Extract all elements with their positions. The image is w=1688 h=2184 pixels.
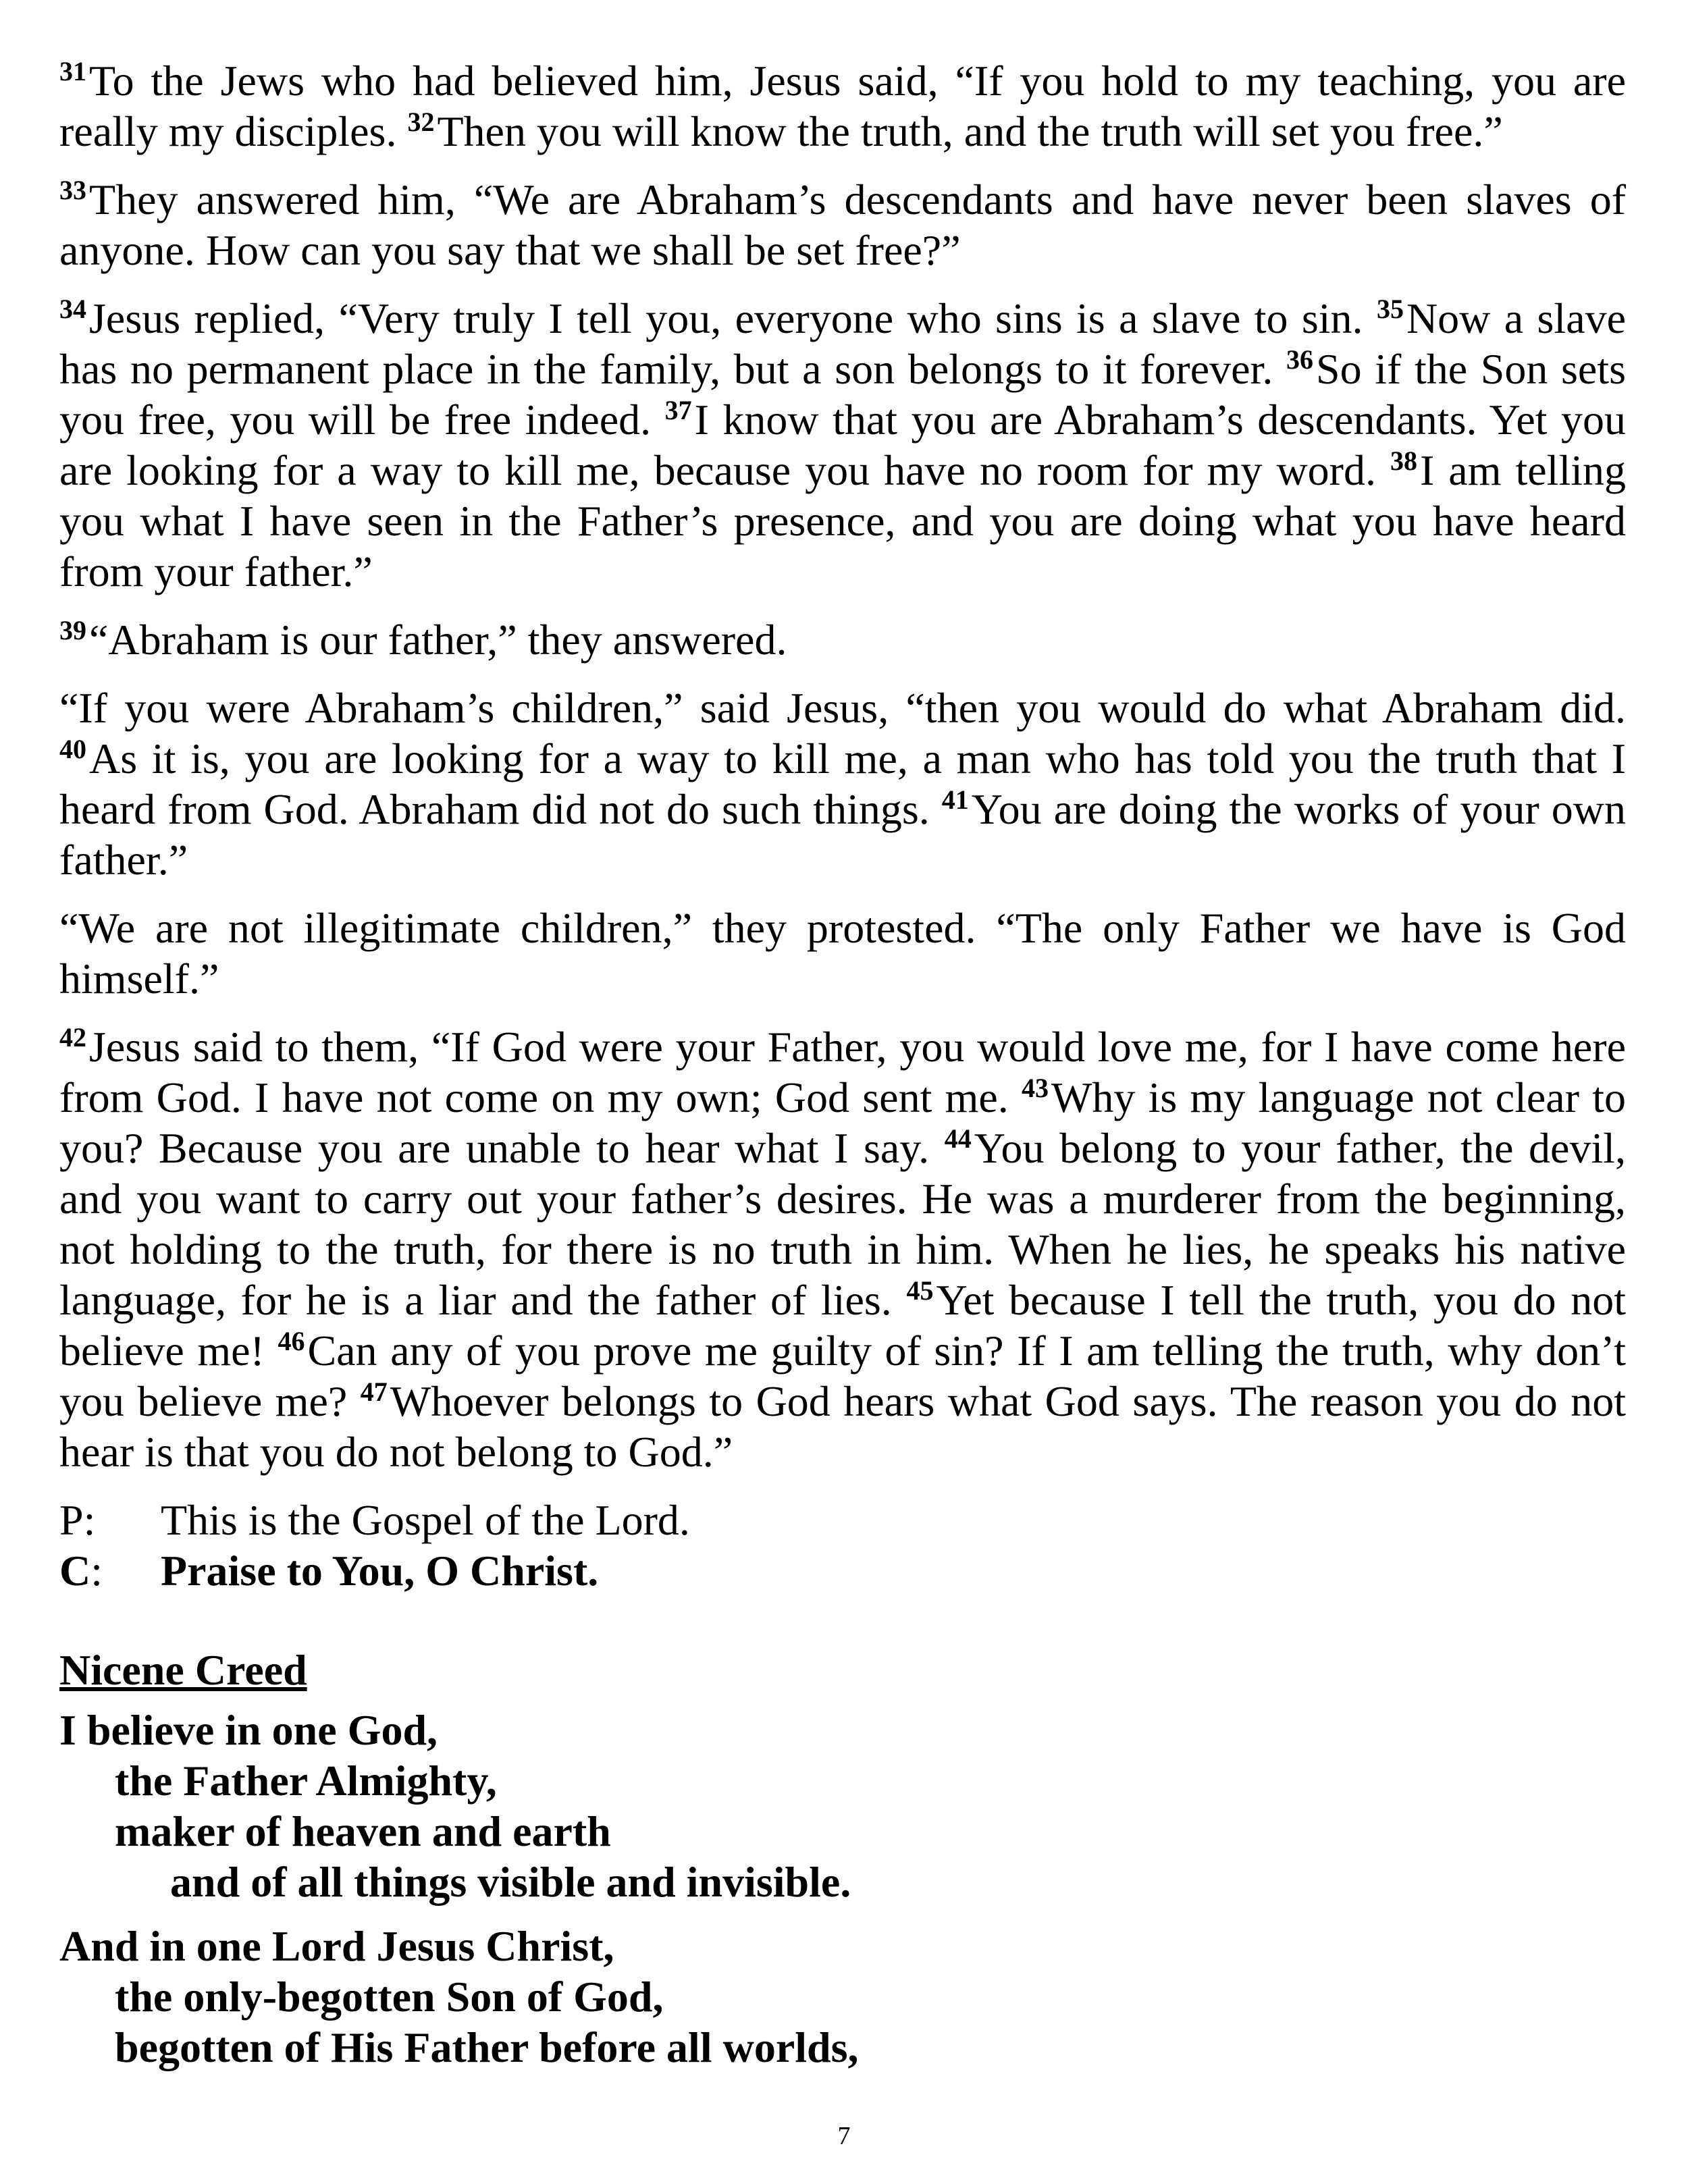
verse-text: Now a slave has no permanent place in the family, but a son belongs to it forever. xyxy=(59,294,1627,393)
verse-text: “Abraham is our father,” they answered. xyxy=(89,616,787,664)
congregation-label: C xyxy=(59,1547,91,1595)
verse-number: 45 xyxy=(906,1275,934,1306)
scripture-paragraph xyxy=(59,174,1626,275)
scripture-paragraph xyxy=(59,293,1626,597)
verse-text: Jesus said to them, “If God were your Father, you would love me, for I have come here from God. I have not come on my own; God sent me. xyxy=(59,1023,1626,1121)
verse-text: To the Jews who had believed him, Jesus said, “If you hold to my teaching, you are really my disciples. xyxy=(59,57,1626,155)
verse-text: You belong to your father, the devil, and you want to carry out your father’s desires. He was a murderer from the beginning, not holding to the truth, for there is no truth in him. When he lies, he speaks his native language, for he is a liar and the father of lies. xyxy=(59,1124,1627,1324)
verse-text: Can any of you prove me guilty of sin? If I am telling the truth, why don’t you believe me? xyxy=(59,1327,1627,1425)
verse-number: 40 xyxy=(59,733,86,764)
verse-text: Whoever belongs to God hears what God says. The reason you do not hear is that you do not belong to God.” xyxy=(59,1377,1627,1476)
verse-number: 38 xyxy=(1390,445,1417,476)
bulletin-page xyxy=(59,55,1626,2086)
verse-number: 35 xyxy=(1376,293,1404,324)
scripture-paragraph xyxy=(59,55,1626,157)
creed-line: the only-begotten Son of God, xyxy=(115,1973,664,2021)
section-heading-nicene-creed: Nicene Creed xyxy=(59,1646,307,1694)
congregation-response-text: Praise to You, O Christ. xyxy=(161,1547,599,1595)
verse-text: As it is, you are looking for a way to kill me, a man who has told you the truth that I heard from God. Abraham did not do such things. xyxy=(59,735,1626,833)
verse-number: 37 xyxy=(664,394,692,425)
verse-number: 47 xyxy=(360,1376,388,1407)
verse-text: Yet because I tell the truth, you do not believe me! xyxy=(59,1276,1627,1375)
verse-number: 44 xyxy=(944,1123,972,1154)
verse-text: Why is my language not clear to you? Because you are unable to hear what I say. xyxy=(59,1073,1627,1172)
creed-line: begotten of His Father before all worlds, xyxy=(115,2023,859,2071)
verse-text: They answered him, “We are Abraham’s descendants and have never been slaves of anyone. How can you say that we shall be set free?” xyxy=(59,176,1626,274)
scripture-paragraph xyxy=(59,1021,1626,1477)
verse-number: 42 xyxy=(59,1021,86,1053)
verse-number: 34 xyxy=(59,293,86,324)
congregation-response: C: Praise to You, O Christ. xyxy=(59,1547,599,1595)
verse-text: “If you were Abraham’s children,” said Jesus, “then you would do what Abraham did. xyxy=(59,684,1626,732)
creed-line: I believe in one God, xyxy=(59,1706,438,1754)
page-number: 7 xyxy=(837,2122,851,2150)
scripture-paragraph xyxy=(59,903,1626,1004)
verse-text: You are doing the works of your own father.” xyxy=(59,785,1627,884)
pastor-label: P xyxy=(59,1496,84,1544)
creed-line: And in one Lord Jesus Christ, xyxy=(59,1922,614,1970)
creed-line: the Father Almighty, xyxy=(115,1757,497,1805)
pastor-response: P: This is the Gospel of the Lord. xyxy=(59,1496,690,1544)
verse-text: I am telling you what I have seen in the Father’s presence, and you are doing what you have heard from your father.” xyxy=(59,446,1627,595)
verse-number: 46 xyxy=(278,1325,305,1356)
verse-number: 39 xyxy=(59,614,86,645)
verse-text: Jesus replied, “Very truly I tell you, everyone who sins is a slave to sin. xyxy=(89,294,1363,342)
pastor-response-text: This is the Gospel of the Lord. xyxy=(161,1496,690,1544)
creed-line: maker of heaven and earth xyxy=(115,1807,611,1855)
verse-number: 31 xyxy=(59,55,86,86)
creed-stanza xyxy=(59,1705,1626,1907)
verse-number: 41 xyxy=(941,784,969,815)
gospel-reading xyxy=(59,55,1626,1477)
verse-number: 33 xyxy=(59,174,86,205)
verse-text: Then you will know the truth, and the truth will set you free.” xyxy=(437,107,1503,155)
creed-line: and of all things visible and invisible. xyxy=(170,1858,851,1906)
creed-stanza xyxy=(59,1921,1626,2073)
verse-number: 43 xyxy=(1021,1072,1049,1103)
verse-text: So if the Son sets you free, you will be free indeed. xyxy=(59,345,1627,444)
scripture-paragraph xyxy=(59,614,1626,665)
verse-number: 32 xyxy=(407,106,435,137)
verse-text: I know that you are Abraham’s descendants. Yet you are looking for a way to kill me, because you have no room for my word. xyxy=(59,396,1627,494)
verse-number: 36 xyxy=(1286,344,1313,375)
scripture-paragraph xyxy=(59,683,1626,885)
section-spacer xyxy=(59,1596,1626,1645)
verse-text: “We are not illegitimate children,” they protested. “The only Father we have is God himself.” xyxy=(59,904,1626,1003)
